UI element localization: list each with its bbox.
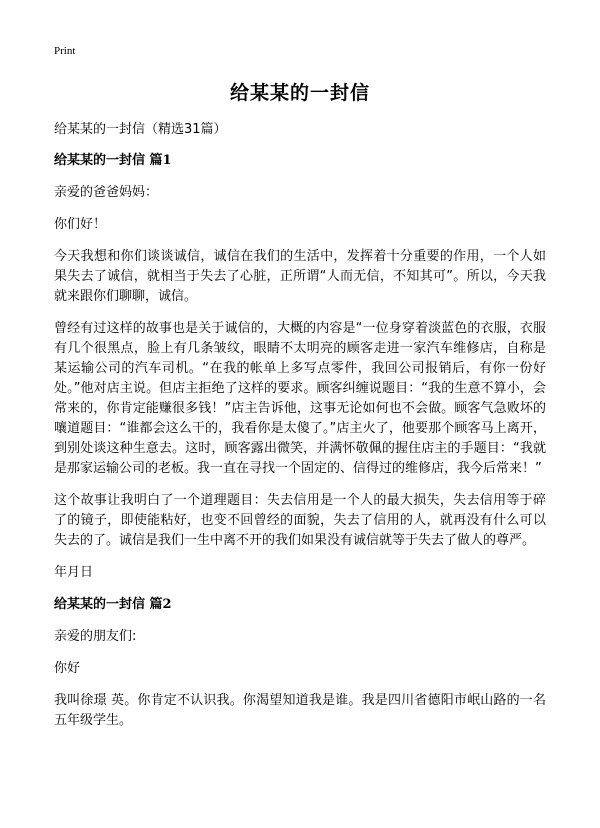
greeting: 你好 [54,661,81,676]
print-label[interactable]: Print [54,45,76,57]
greeting: 你们好！ [54,217,107,232]
document-body [54,120,546,743]
date-line: 年月日 [54,565,94,580]
page-title: 给某某的一封信 [229,82,370,104]
section-heading-2: 给某某的一封信 篇2 [54,597,172,612]
salutation: 亲爱的爸爸妈妈： [54,185,159,200]
intro-line: 给某某的一封信（精选31篇） [54,122,227,137]
paragraph: 曾经有过这样的故事也是关于诚信的，大概的内容是“一位身穿着淡蓝色的衣服，衣服有几个很黑点，脸上有几条皱纹，眼睛不太明亮的顾客走进一家汽车维修店，自称是某运输公司的汽车司机。“在我的帐单上多写点零件，我回公司报销后，有你一份好处。”他对店主说。但店主拒绝了这样的要求。顾客纠缠说题目：“我的生意不算小，会常来的，你肯定能赚很多钱！”店主告诉他，这事无论如何也不会做。顾客气急败坏的嚷道题目：“谁都会这么干的，我看你是太傻了。”店主火了，他要那个顾客马上离开，到别处谈这种生意去。这时，顾客露出微笑，并满怀敬佩的握住店主的手题目：“我就是那家运输公司的老板。我一直在寻找一个固定的、信得过的维修店，我今后常来！” [54,321,546,476]
paragraph: 这个故事让我明白了一个道理题目：失去信用是一个人的最大损失，失去信用等于碎了的镜子，即使能粘好，也变不回曾经的面貌，失去了信用的人，就再没有什么可以失去的了。诚信是我们一生中离不开的我们如果没有诚信就等于失去了做人的尊严。 [54,493,546,548]
paragraph: 我叫徐璟 英。你肯定不认识我。你渴望知道我是谁。我是四川省德阳市岷山路的一名五年级学生。 [54,693,546,728]
salutation: 亲爱的朋友们: [54,629,137,644]
paragraph: 今天我想和你们谈谈诚信，诚信在我们的生活中，发挥着十分重要的作用，一个人如果失去了诚信，就相当于失去了心脏，正所谓“人而无信，不知其可”。所以，今天我就来跟你们聊聊，诚信。 [54,249,546,304]
section-heading-1: 给某某的一封信 篇1 [54,153,172,168]
